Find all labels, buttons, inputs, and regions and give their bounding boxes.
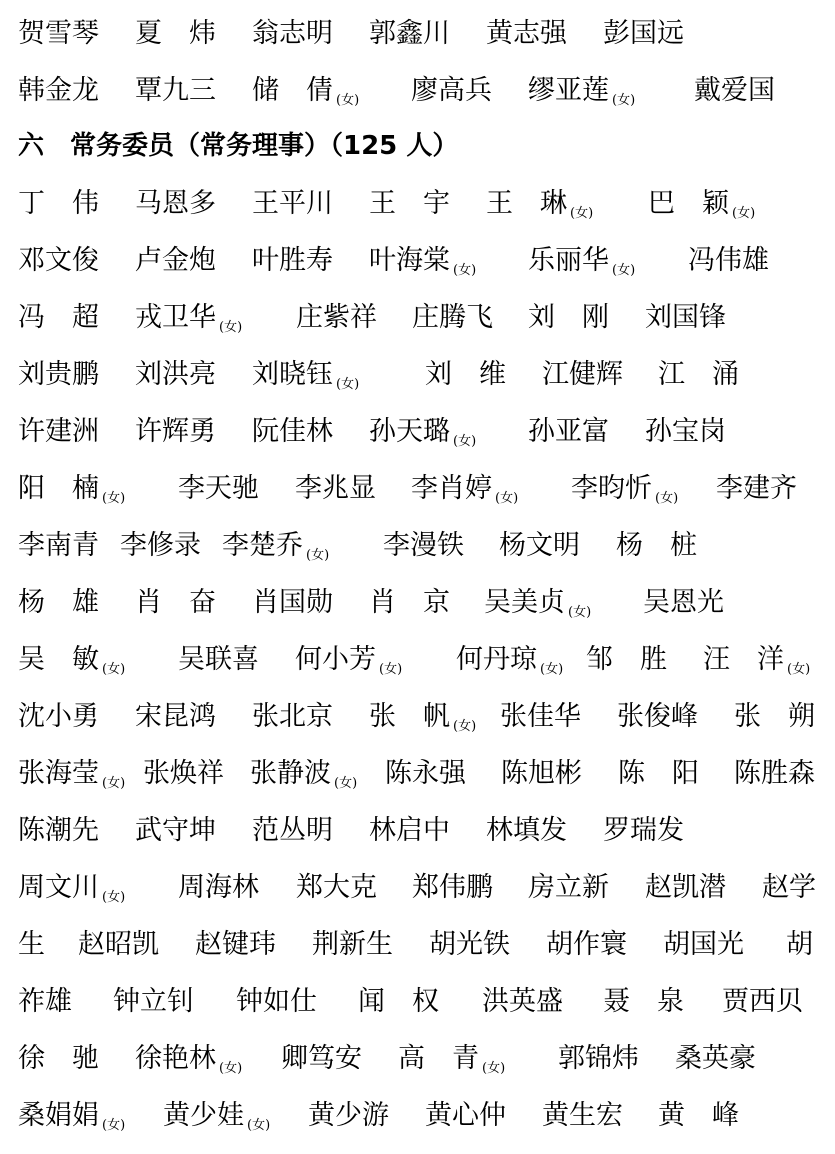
member-name: 林填发 <box>486 815 567 846</box>
member-name: 丁 伟 <box>18 188 99 219</box>
member-name: 荆新生 <box>312 929 393 960</box>
member-name: 叶胜寿 <box>252 245 333 276</box>
name-line <box>18 803 835 859</box>
name-line <box>18 6 835 62</box>
section-heading: 六 常务委员（常务理事）（125 人） <box>18 131 459 161</box>
name-line <box>18 63 835 119</box>
member-name: 汪 洋 <box>703 644 784 675</box>
member-name: 陈永强 <box>385 758 466 789</box>
member-name: 巴 颖 <box>648 188 729 219</box>
member-name: 桑英豪 <box>675 1043 756 1074</box>
member-name: 钟如仕 <box>236 986 317 1017</box>
member-name: 黄生宏 <box>542 1100 623 1131</box>
member-name: 张静波 <box>250 758 331 789</box>
member-name: 徐 驰 <box>18 1043 99 1074</box>
member-name: 聂 泉 <box>603 986 684 1017</box>
name-line <box>18 176 835 232</box>
member-name: 韩金龙 <box>18 75 99 106</box>
member-name: 卢金炮 <box>135 245 216 276</box>
member-name: 黄心仲 <box>425 1100 506 1131</box>
member-name: 戎卫华 <box>135 302 216 333</box>
member-name: 张北京 <box>252 701 333 732</box>
member-name: 王 宇 <box>369 188 450 219</box>
member-name: 庄紫祥 <box>296 302 377 333</box>
member-name: 肖 奋 <box>135 587 216 618</box>
member-name: 李昀忻 <box>571 473 652 504</box>
female-marker: (女) <box>336 93 360 108</box>
member-name: 杨 桩 <box>616 530 697 561</box>
female-marker: (女) <box>568 605 592 620</box>
member-name: 乐丽华 <box>528 245 609 276</box>
member-name: 郑大克 <box>296 872 377 903</box>
female-marker: (女) <box>102 1118 126 1133</box>
member-name: 许建洲 <box>18 416 99 447</box>
female-marker: (女) <box>655 491 679 506</box>
member-name: 祚雄 <box>18 986 72 1017</box>
member-name: 林启中 <box>369 815 450 846</box>
member-name: 阳 楠 <box>18 473 99 504</box>
female-marker: (女) <box>732 206 756 221</box>
member-name: 陈胜森 <box>734 758 815 789</box>
member-name: 阮佳林 <box>252 416 333 447</box>
name-line <box>18 461 835 517</box>
member-name: 陈潮先 <box>18 815 99 846</box>
member-name: 周文川 <box>18 872 99 903</box>
member-name: 闻 权 <box>358 986 439 1017</box>
member-name: 卿笃安 <box>281 1043 362 1074</box>
member-name: 孙天璐 <box>369 416 450 447</box>
member-name: 储 倩 <box>252 75 333 106</box>
female-marker: (女) <box>787 662 811 677</box>
member-name: 王 琳 <box>486 188 567 219</box>
name-line <box>18 746 835 802</box>
female-marker: (女) <box>102 662 126 677</box>
member-name: 杨文明 <box>499 530 580 561</box>
member-name: 陈 阳 <box>618 758 699 789</box>
member-name: 吴 敏 <box>18 644 99 675</box>
member-name: 生 <box>18 929 45 960</box>
member-name: 张俊峰 <box>617 701 698 732</box>
member-name: 张 帆 <box>369 701 450 732</box>
member-name: 吴恩光 <box>643 587 724 618</box>
member-name: 赵键玮 <box>195 929 276 960</box>
member-name: 胡光铁 <box>429 929 510 960</box>
member-name: 刘贵鹏 <box>18 359 99 390</box>
member-name: 吴美贞 <box>484 587 565 618</box>
female-marker: (女) <box>453 434 477 449</box>
female-marker: (女) <box>102 776 126 791</box>
name-line <box>18 860 835 916</box>
female-marker: (女) <box>453 263 477 278</box>
female-marker: (女) <box>612 263 636 278</box>
female-marker: (女) <box>495 491 519 506</box>
member-name: 胡 <box>786 929 813 960</box>
female-marker: (女) <box>306 548 330 563</box>
member-name: 胡国光 <box>663 929 744 960</box>
member-name: 房立新 <box>528 872 609 903</box>
member-name: 彭国远 <box>603 18 684 49</box>
name-line <box>18 689 835 745</box>
member-name: 李修录 <box>120 530 201 561</box>
member-name: 沈小勇 <box>18 701 99 732</box>
member-name: 戴爱国 <box>694 75 775 106</box>
member-name: 黄 峰 <box>658 1100 739 1131</box>
member-name: 刘 刚 <box>528 302 609 333</box>
member-name: 何小芳 <box>295 644 376 675</box>
member-name: 吴联喜 <box>178 644 259 675</box>
member-name: 武守坤 <box>135 815 216 846</box>
member-name: 廖高兵 <box>411 75 492 106</box>
member-name: 李天驰 <box>178 473 259 504</box>
member-name: 王平川 <box>252 188 333 219</box>
member-name: 钟立钊 <box>113 986 194 1017</box>
female-marker: (女) <box>453 719 477 734</box>
member-name: 张 朔 <box>734 701 815 732</box>
member-name: 江 涌 <box>658 359 739 390</box>
member-name: 翁志明 <box>252 18 333 49</box>
member-name: 江健辉 <box>542 359 623 390</box>
name-line <box>18 404 835 460</box>
member-name: 徐艳林 <box>135 1043 216 1074</box>
name-line <box>18 917 835 973</box>
member-name: 李肖婷 <box>411 473 492 504</box>
member-name: 邹 胜 <box>586 644 667 675</box>
female-marker: (女) <box>219 320 243 335</box>
female-marker: (女) <box>219 1061 243 1076</box>
name-line <box>18 290 835 346</box>
female-marker: (女) <box>540 662 564 677</box>
member-name: 肖国勋 <box>252 587 333 618</box>
name-line <box>18 233 835 289</box>
member-name: 胡作寰 <box>546 929 627 960</box>
female-marker: (女) <box>336 377 360 392</box>
member-name: 缪亚莲 <box>528 75 609 106</box>
female-marker: (女) <box>570 206 594 221</box>
female-marker: (女) <box>102 491 126 506</box>
member-name: 赵凯潜 <box>645 872 726 903</box>
member-name: 郭鑫川 <box>369 18 450 49</box>
member-name: 刘 维 <box>425 359 506 390</box>
member-name: 肖 京 <box>369 587 450 618</box>
member-name: 贺雪琴 <box>18 18 99 49</box>
member-name: 李南青 <box>18 530 99 561</box>
member-name: 孙亚富 <box>528 416 609 447</box>
member-name: 冯伟雄 <box>688 245 769 276</box>
member-name: 周海林 <box>178 872 259 903</box>
member-name: 黄志强 <box>486 18 567 49</box>
member-name: 郭锦炜 <box>558 1043 639 1074</box>
member-name: 宋昆鸿 <box>135 701 216 732</box>
member-name: 张佳华 <box>500 701 581 732</box>
member-name: 李漫铁 <box>383 530 464 561</box>
member-name: 杨 雄 <box>18 587 99 618</box>
member-name: 覃九三 <box>135 75 216 106</box>
member-name: 刘洪亮 <box>135 359 216 390</box>
member-name: 马恩多 <box>135 188 216 219</box>
member-name: 孙宝岗 <box>645 416 726 447</box>
member-name: 赵昭凯 <box>78 929 159 960</box>
female-marker: (女) <box>379 662 403 677</box>
member-name: 庄腾飞 <box>412 302 493 333</box>
member-name: 郑伟鹏 <box>412 872 493 903</box>
member-name: 邓文俊 <box>18 245 99 276</box>
female-marker: (女) <box>482 1061 506 1076</box>
member-name: 洪英盛 <box>482 986 563 1017</box>
member-name: 何丹琼 <box>456 644 537 675</box>
member-name: 刘晓钰 <box>252 359 333 390</box>
member-name: 刘国锋 <box>645 302 726 333</box>
member-name: 冯 超 <box>18 302 99 333</box>
name-line <box>18 632 835 688</box>
name-line <box>18 575 835 631</box>
member-name: 夏 炜 <box>135 18 216 49</box>
member-name: 范丛明 <box>252 815 333 846</box>
member-name: 桑娟娟 <box>18 1100 99 1131</box>
female-marker: (女) <box>102 890 126 905</box>
member-name: 黄少娃 <box>163 1100 244 1131</box>
name-line <box>18 1088 835 1144</box>
member-name: 贾西贝 <box>722 986 803 1017</box>
member-name: 陈旭彬 <box>501 758 582 789</box>
member-name: 高 青 <box>398 1043 479 1074</box>
member-name: 黄少游 <box>308 1100 389 1131</box>
member-name: 李楚乔 <box>222 530 303 561</box>
female-marker: (女) <box>334 776 358 791</box>
member-name: 张焕祥 <box>143 758 224 789</box>
name-line <box>18 347 835 403</box>
name-line <box>18 1031 835 1087</box>
member-name: 许辉勇 <box>135 416 216 447</box>
member-name: 叶海棠 <box>369 245 450 276</box>
female-marker: (女) <box>612 93 636 108</box>
name-line <box>18 518 835 574</box>
member-name: 李兆显 <box>295 473 376 504</box>
member-name: 张海莹 <box>18 758 99 789</box>
member-name: 罗瑞发 <box>603 815 684 846</box>
member-name: 赵学 <box>762 872 816 903</box>
name-line <box>18 974 835 1030</box>
member-name: 李建齐 <box>716 473 797 504</box>
female-marker: (女) <box>247 1118 271 1133</box>
